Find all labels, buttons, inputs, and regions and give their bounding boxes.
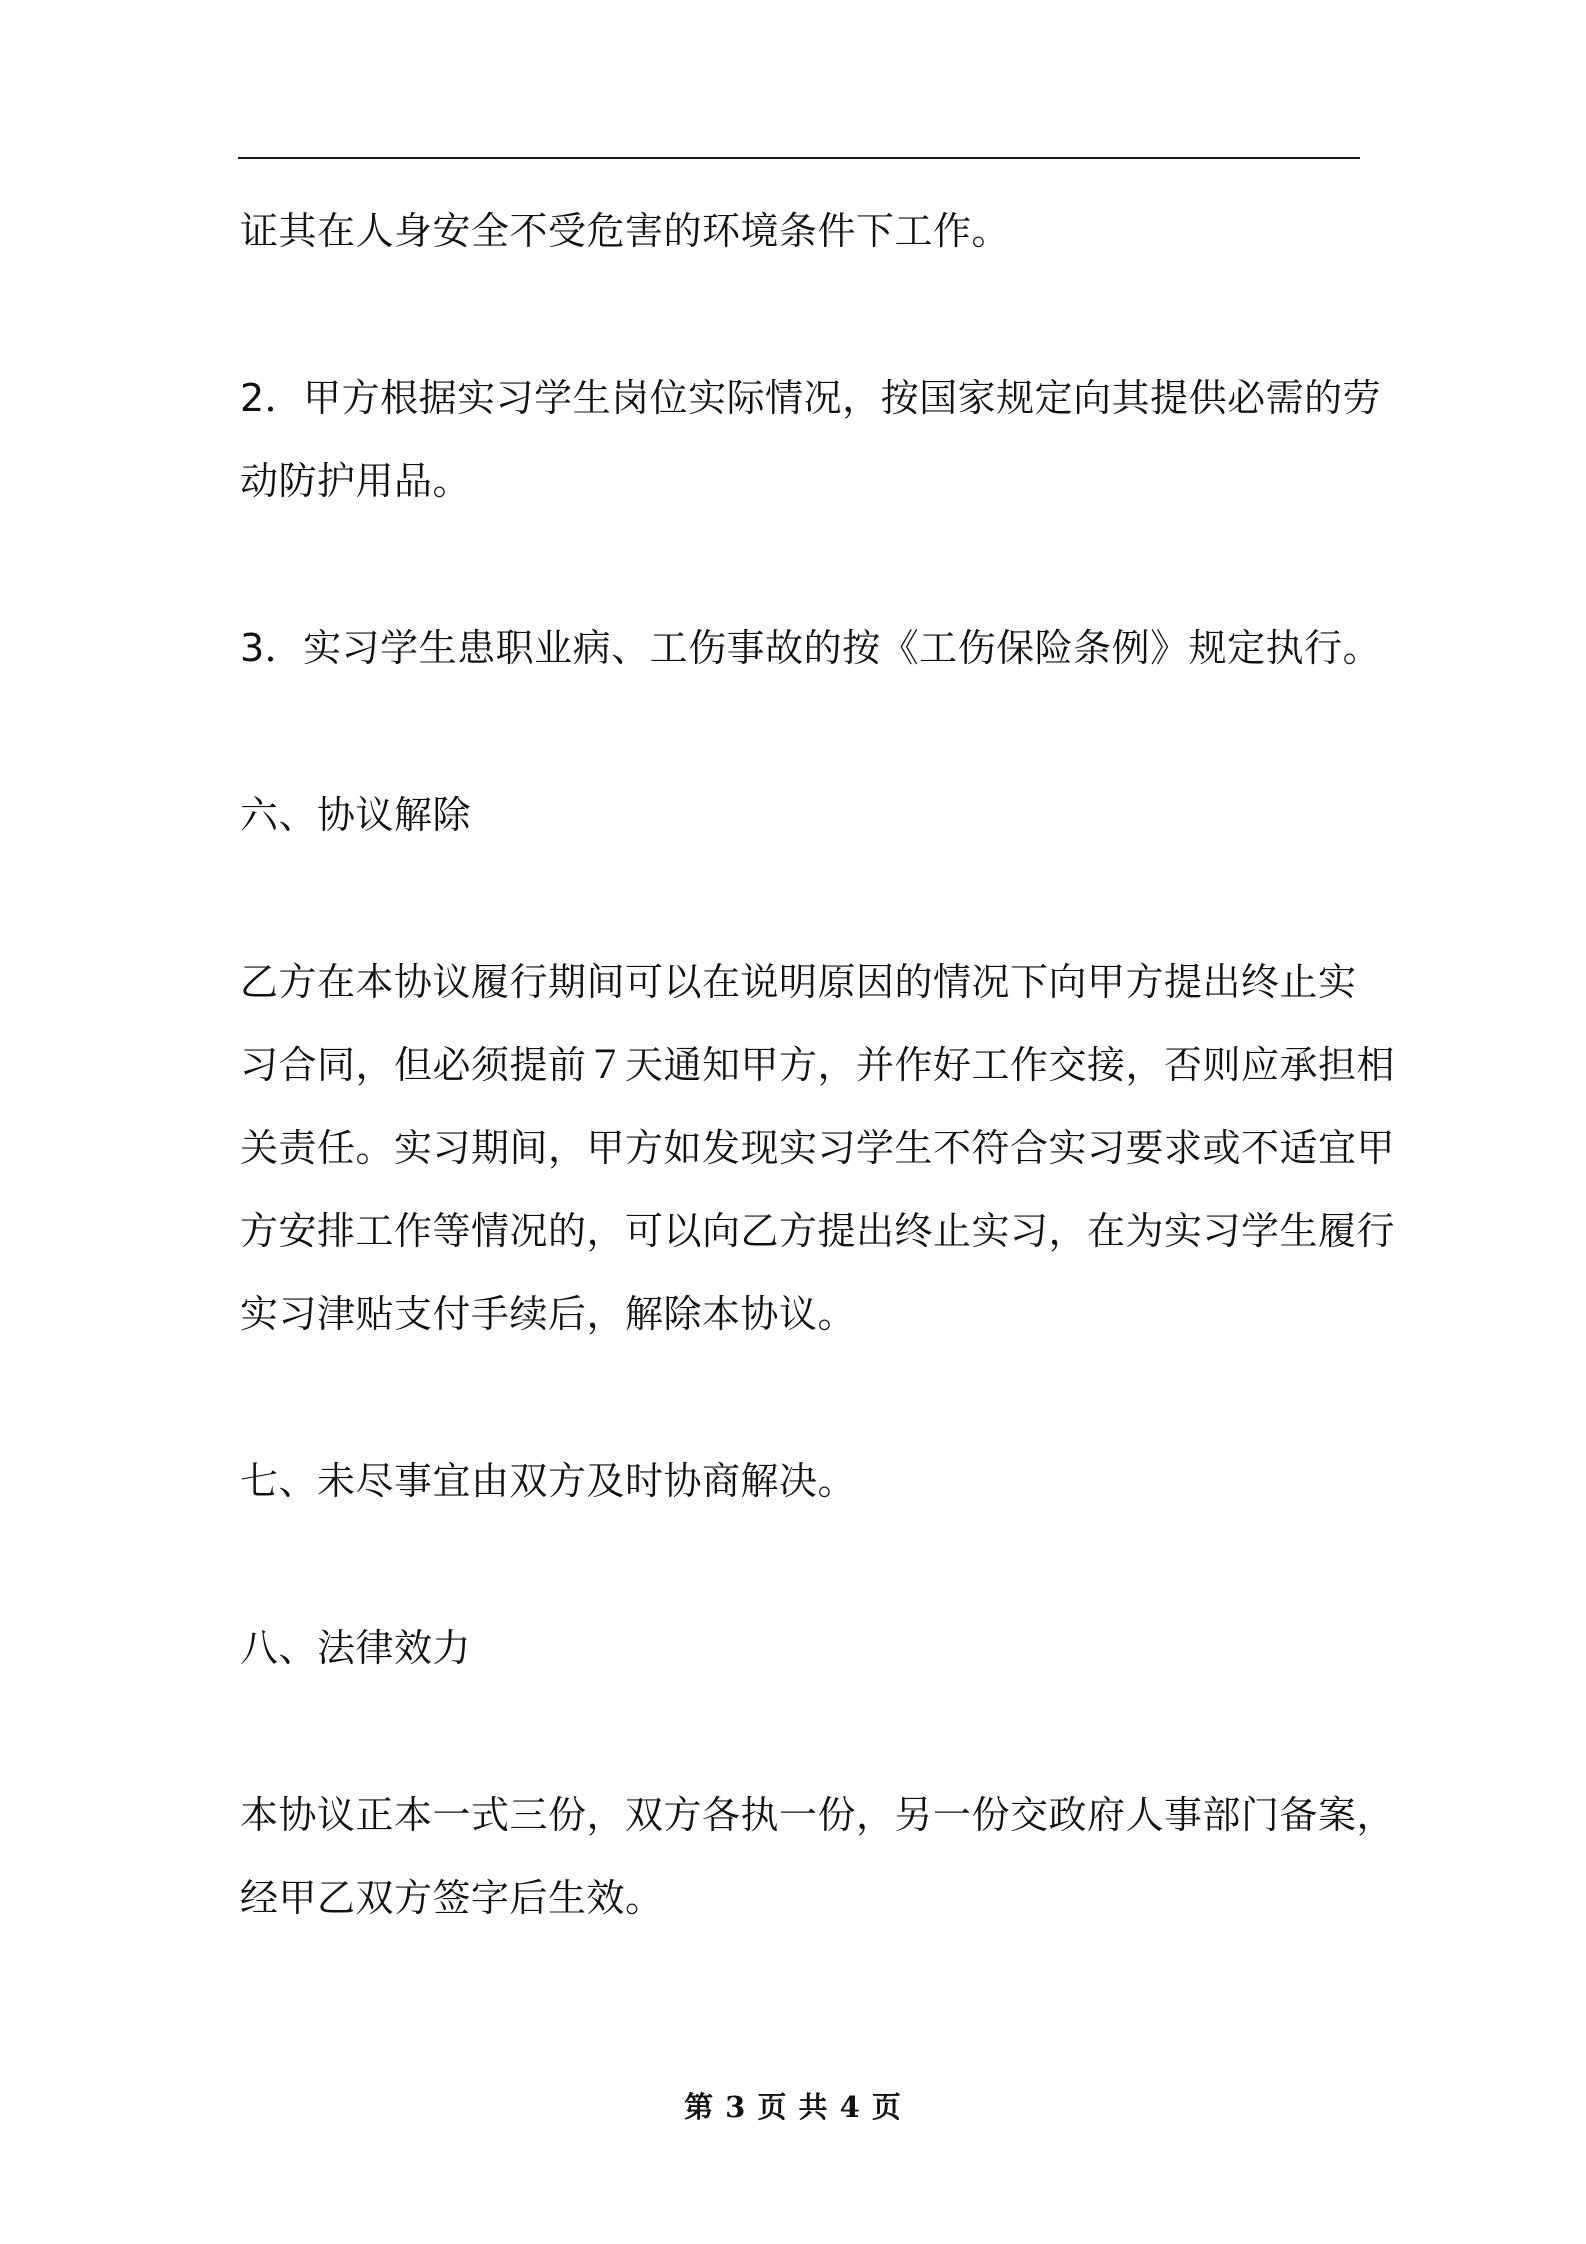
section-heading-legal-effect <box>240 1607 1365 1690</box>
text-line: 3．实习学生患职业病、工伤事故的按《工伤保险条例》规定执行。 <box>240 626 1382 670</box>
text-line: 习合同，但必须提前７天通知甲方，并作好工作交接，否则应承担相 <box>240 1043 1396 1087</box>
paragraph-termination <box>240 941 1396 1356</box>
paragraph-safety-continued <box>240 190 1365 273</box>
paragraph-clause-2 <box>240 357 1382 523</box>
text-line: 本协议正本一式三份，双方各执一份，另一份交政府人事部门备案， <box>240 1793 1396 1837</box>
paragraph-clause-3 <box>240 607 1382 690</box>
text-line: 六、协议解除 <box>240 793 472 837</box>
paragraph-legal-effect <box>240 1774 1396 1940</box>
text-line: 八、法律效力 <box>240 1626 472 1670</box>
page-number-footer: 第 3 页 共 4 页 <box>684 2090 902 2124</box>
text-line: 七、未尽事宜由双方及时协商解决。 <box>240 1459 857 1503</box>
text-line: 乙方在本协议履行期间可以在说明原因的情况下向甲方提出终止实 <box>240 960 1357 1004</box>
document-body <box>240 190 1396 2024</box>
section-heading-unresolved-matters <box>240 1440 1365 1523</box>
text-line: 方安排工作等情况的，可以向乙方提出终止实习，在为实习学生履行 <box>240 1209 1396 1253</box>
text-line: 证其在人身安全不受危害的环境条件下工作。 <box>240 209 1011 253</box>
section-heading-termination <box>240 774 1365 857</box>
text-line: 经甲乙双方签字后生效。 <box>240 1876 664 1920</box>
text-line: 实习津贴支付手续后，解除本协议。 <box>240 1292 857 1336</box>
text-line: 关责任。实习期间，甲方如发现实习学生不符合实习要求或不适宜甲 <box>240 1126 1396 1170</box>
text-line: 2．甲方根据实习学生岗位实际情况，按国家规定向其提供必需的劳 <box>240 376 1382 420</box>
header-rule <box>238 157 1360 159</box>
text-line: 动防护用品。 <box>240 459 472 503</box>
